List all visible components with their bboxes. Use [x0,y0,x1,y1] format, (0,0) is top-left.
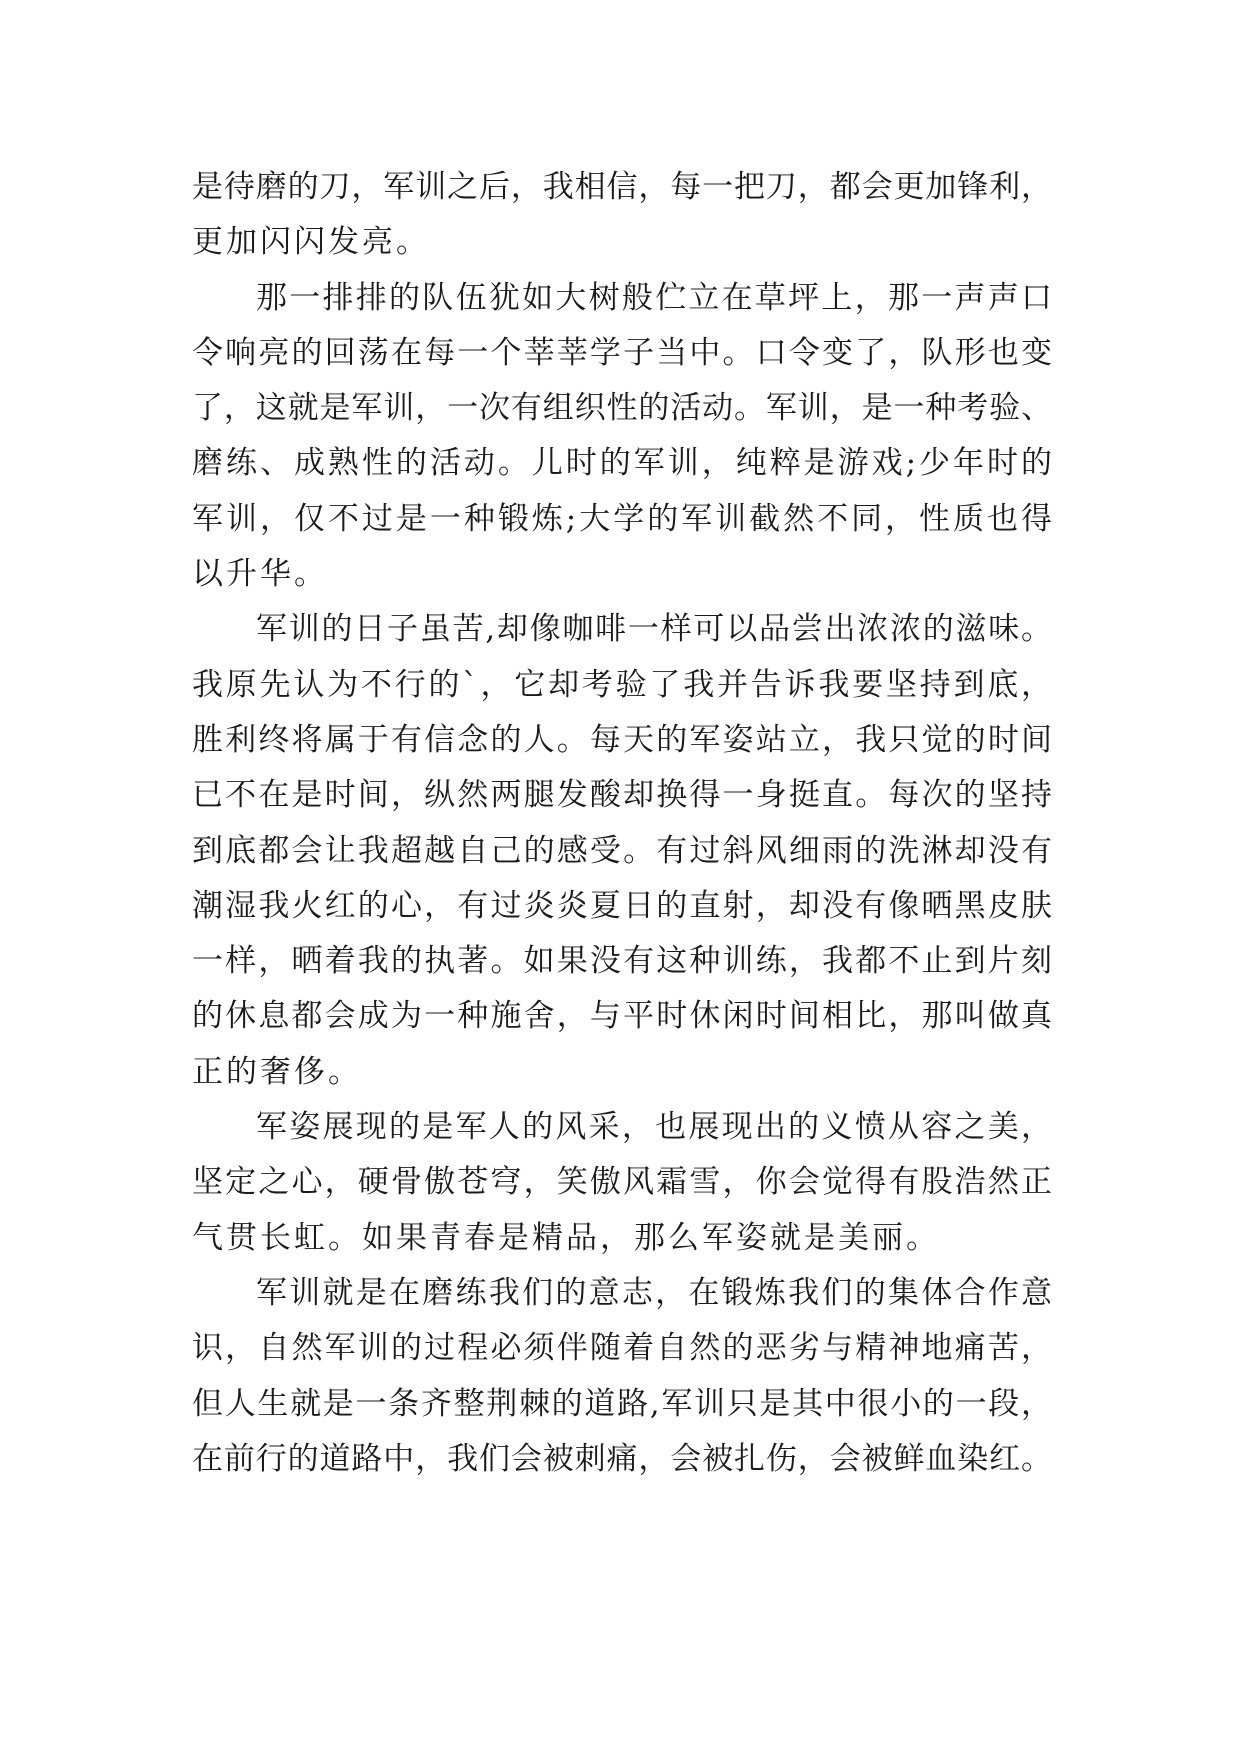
text-line: 那一排排的队伍犹如大树般伫立在草坪上，那一声声口 [256,279,1052,316]
text-line: 识，自然军训的过程必须伴随着自然的恶劣与精神地痛苦， [192,1330,1052,1367]
text-line: 军训就是在磨练我们的意志，在锻炼我们的集体合作意 [256,1274,1052,1311]
paragraph [192,602,1052,1100]
text-line: 磨练、成熟性的活动。儿时的军训，纯粹是游戏;少年时的 [192,445,1052,482]
text-line: 但人生就是一条齐整荆棘的道路,军训只是其中很小的一段， [192,1385,1052,1422]
text-line: 潮湿我火红的心，有过炎炎夏日的直射，却没有像晒黑皮肤 [192,887,1052,924]
text-line: 气贯长虹。如果青春是精品，那么军姿就是美丽。 [192,1219,940,1256]
text-line: 军姿展现的是军人的风采，也展现出的义愤从容之美， [256,1109,1052,1146]
text-line: 军训的日子虽苦,却像咖啡一样可以品尝出浓浓的滋味。 [256,611,1052,648]
text-line: 令响亮的回荡在每一个莘莘学子当中。口令变了，队形也变 [192,334,1052,371]
paragraph [192,1266,1052,1487]
body-text [192,160,1052,1487]
paragraph [192,160,1052,271]
text-line: 是待磨的刀，军训之后，我相信，每一把刀，都会更加锋利， [192,169,1052,205]
text-line: 胜利终将属于有信念的人。每天的军姿站立，我只觉的时间 [192,721,1052,758]
text-line: 已不在是时间，纵然两腿发酸却换得一身挺直。每次的坚持 [192,777,1052,814]
text-line: 以升华。 [192,556,328,593]
text-line: 更加闪闪发亮。 [192,224,430,261]
paragraph [192,271,1052,603]
text-line: 的休息都会成为一种施舍，与平时休闲时间相比，那叫做真 [192,998,1052,1035]
text-line: 正的奢侈。 [192,1053,362,1090]
paragraph [192,1100,1052,1266]
text-line: 到底都会让我超越自己的感受。有过斜风细雨的洗淋却没有 [192,832,1052,869]
text-line: 坚定之心，硬骨傲苍穹，笑傲风霜雪，你会觉得有股浩然正 [192,1164,1052,1201]
text-line: 了，这就是军训，一次有组织性的活动。军训，是一种考验、 [192,390,1052,427]
text-line: 一样，晒着我的执著。如果没有这种训练，我都不止到片刻 [192,943,1052,980]
text-line: 军训，仅不过是一种锻炼;大学的军训截然不同，性质也得 [192,500,1052,537]
text-line: 我原先认为不行的`，它却考验了我并告诉我要坚持到底， [192,666,1052,703]
text-line: 在前行的道路中，我们会被刺痛，会被扎伤，会被鲜血染红。 [192,1440,1052,1477]
